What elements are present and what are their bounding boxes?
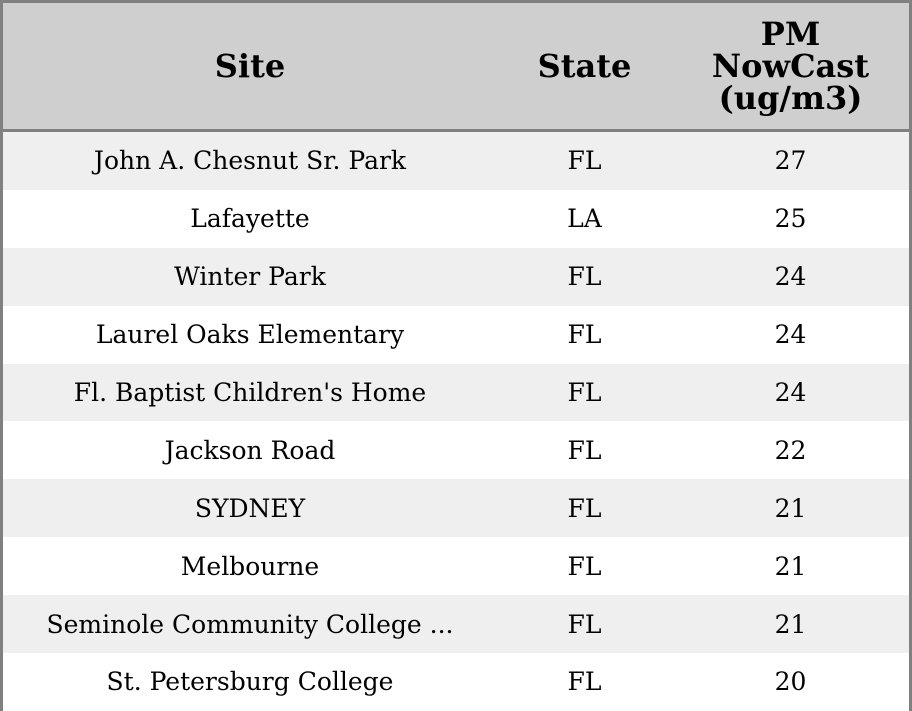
cell-site: Lafayette — [3, 190, 497, 248]
cell-site: Fl. Baptist Children's Home — [3, 364, 497, 422]
table-row — [3, 248, 909, 306]
header-pm-line-3: (ug/m3) — [718, 79, 863, 117]
cell-site: St. Petersburg College — [3, 653, 497, 711]
cell-site: SYDNEY — [3, 479, 497, 537]
table-row — [3, 364, 909, 422]
cell-state: FL — [497, 537, 672, 595]
cell-site: Laurel Oaks Elementary — [3, 306, 497, 364]
cell-state: FL — [497, 131, 672, 190]
table-row — [3, 479, 909, 537]
cell-pm: 27 — [672, 131, 909, 190]
header-row — [3, 3, 909, 131]
header-state-label: State — [537, 47, 632, 85]
table-row — [3, 131, 909, 190]
header-pm-nowcast — [672, 3, 909, 131]
cell-pm: 21 — [672, 537, 909, 595]
cell-pm: 21 — [672, 479, 909, 537]
cell-site: Seminole Community College ... — [3, 595, 497, 653]
cell-pm: 22 — [672, 421, 909, 479]
cell-state: FL — [497, 248, 672, 306]
table-row — [3, 653, 909, 711]
cell-site: Melbourne — [3, 537, 497, 595]
table-row — [3, 306, 909, 364]
cell-pm: 25 — [672, 190, 909, 248]
cell-state: FL — [497, 364, 672, 422]
header-site-label: Site — [214, 47, 286, 85]
cell-pm: 24 — [672, 364, 909, 422]
cell-site: Winter Park — [3, 248, 497, 306]
header-pm-line-2: NowCast — [711, 47, 870, 85]
cell-state: LA — [497, 190, 672, 248]
header-state — [497, 3, 672, 131]
cell-pm: 20 — [672, 653, 909, 711]
table-row — [3, 190, 909, 248]
cell-site: John A. Chesnut Sr. Park — [3, 131, 497, 190]
cell-state: FL — [497, 421, 672, 479]
table-row — [3, 595, 909, 653]
cell-site: Jackson Road — [3, 421, 497, 479]
table-row — [3, 421, 909, 479]
table-body — [3, 131, 909, 711]
table-row — [3, 537, 909, 595]
cell-state: FL — [497, 306, 672, 364]
cell-state: FL — [497, 653, 672, 711]
cell-pm: 24 — [672, 248, 909, 306]
cell-state: FL — [497, 595, 672, 653]
cell-pm: 24 — [672, 306, 909, 364]
header-site — [3, 3, 497, 131]
cell-state: FL — [497, 479, 672, 537]
table-header — [3, 3, 909, 131]
header-pm-line-1: PM — [760, 15, 821, 53]
pm-nowcast-table — [3, 3, 909, 711]
cell-pm: 21 — [672, 595, 909, 653]
